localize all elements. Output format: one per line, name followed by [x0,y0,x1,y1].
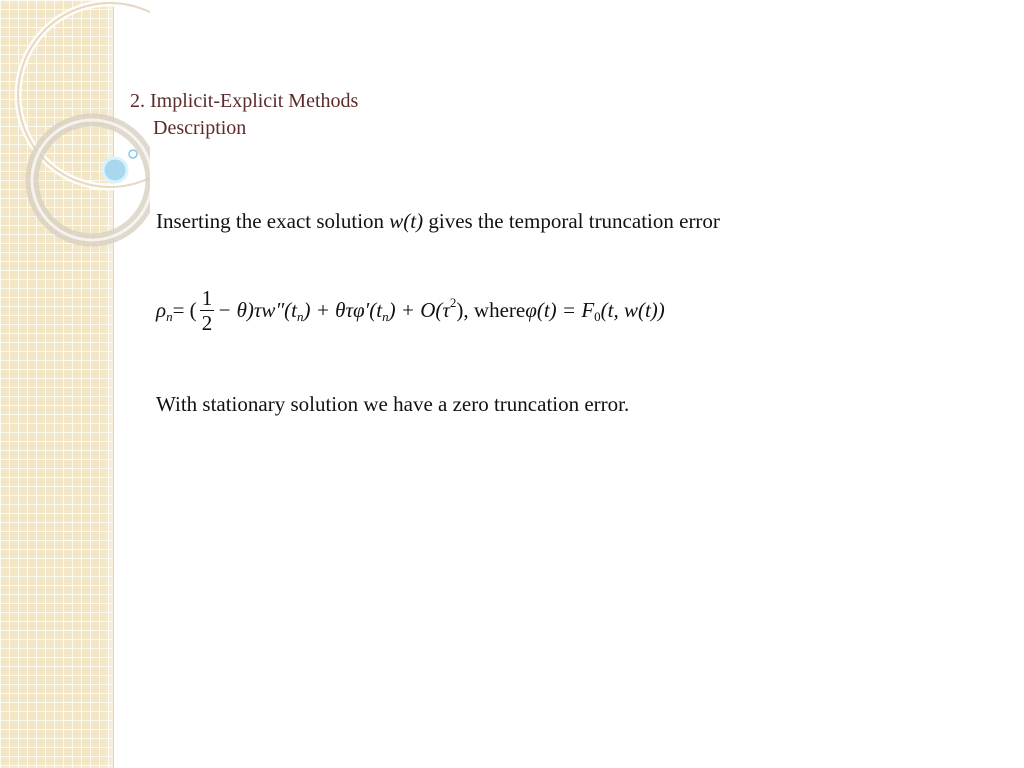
sidebar-pattern [0,0,114,768]
formula-fraction [200,286,215,335]
formula-tn-subscript-1: n [297,308,304,324]
formula-equals: = ( [172,298,197,322]
formula-fraction-numerator: 1 [201,286,213,310]
formula-tau-superscript: 2 [449,294,457,310]
formula-tn-subscript-2: n [382,308,389,324]
formula-part-6: (t, w(t)) [600,298,665,322]
body-text-1-suffix: gives the temporal truncation error [428,209,720,233]
formula-part-2: ) + θτφ′(t [303,298,383,322]
slide-title-line-1: 2. Implicit-Explicit Methods [130,90,359,112]
formula-part-5: φ(t) = F [525,298,595,322]
formula-F-subscript: 0 [594,308,601,324]
truncation-error-formula [156,286,665,335]
formula-part-1: − θ)τw″(t [217,298,298,322]
formula-rho-subscript: n [166,308,173,324]
body-text-2: With stationary solution we have a zero truncation error. [156,392,630,416]
body-text-1 [156,209,720,234]
formula-rho: ρ [156,298,167,322]
formula-part-3: ) + O(τ [388,298,450,322]
formula-part-4: ), where [456,298,526,322]
math-w-of-t: w(t) [389,209,424,233]
body-text-1-prefix: Inserting the exact solution [156,209,385,233]
slide-title-line-2: Description [153,117,247,139]
formula-fraction-denominator: 2 [201,311,213,335]
slide-title [130,88,358,142]
